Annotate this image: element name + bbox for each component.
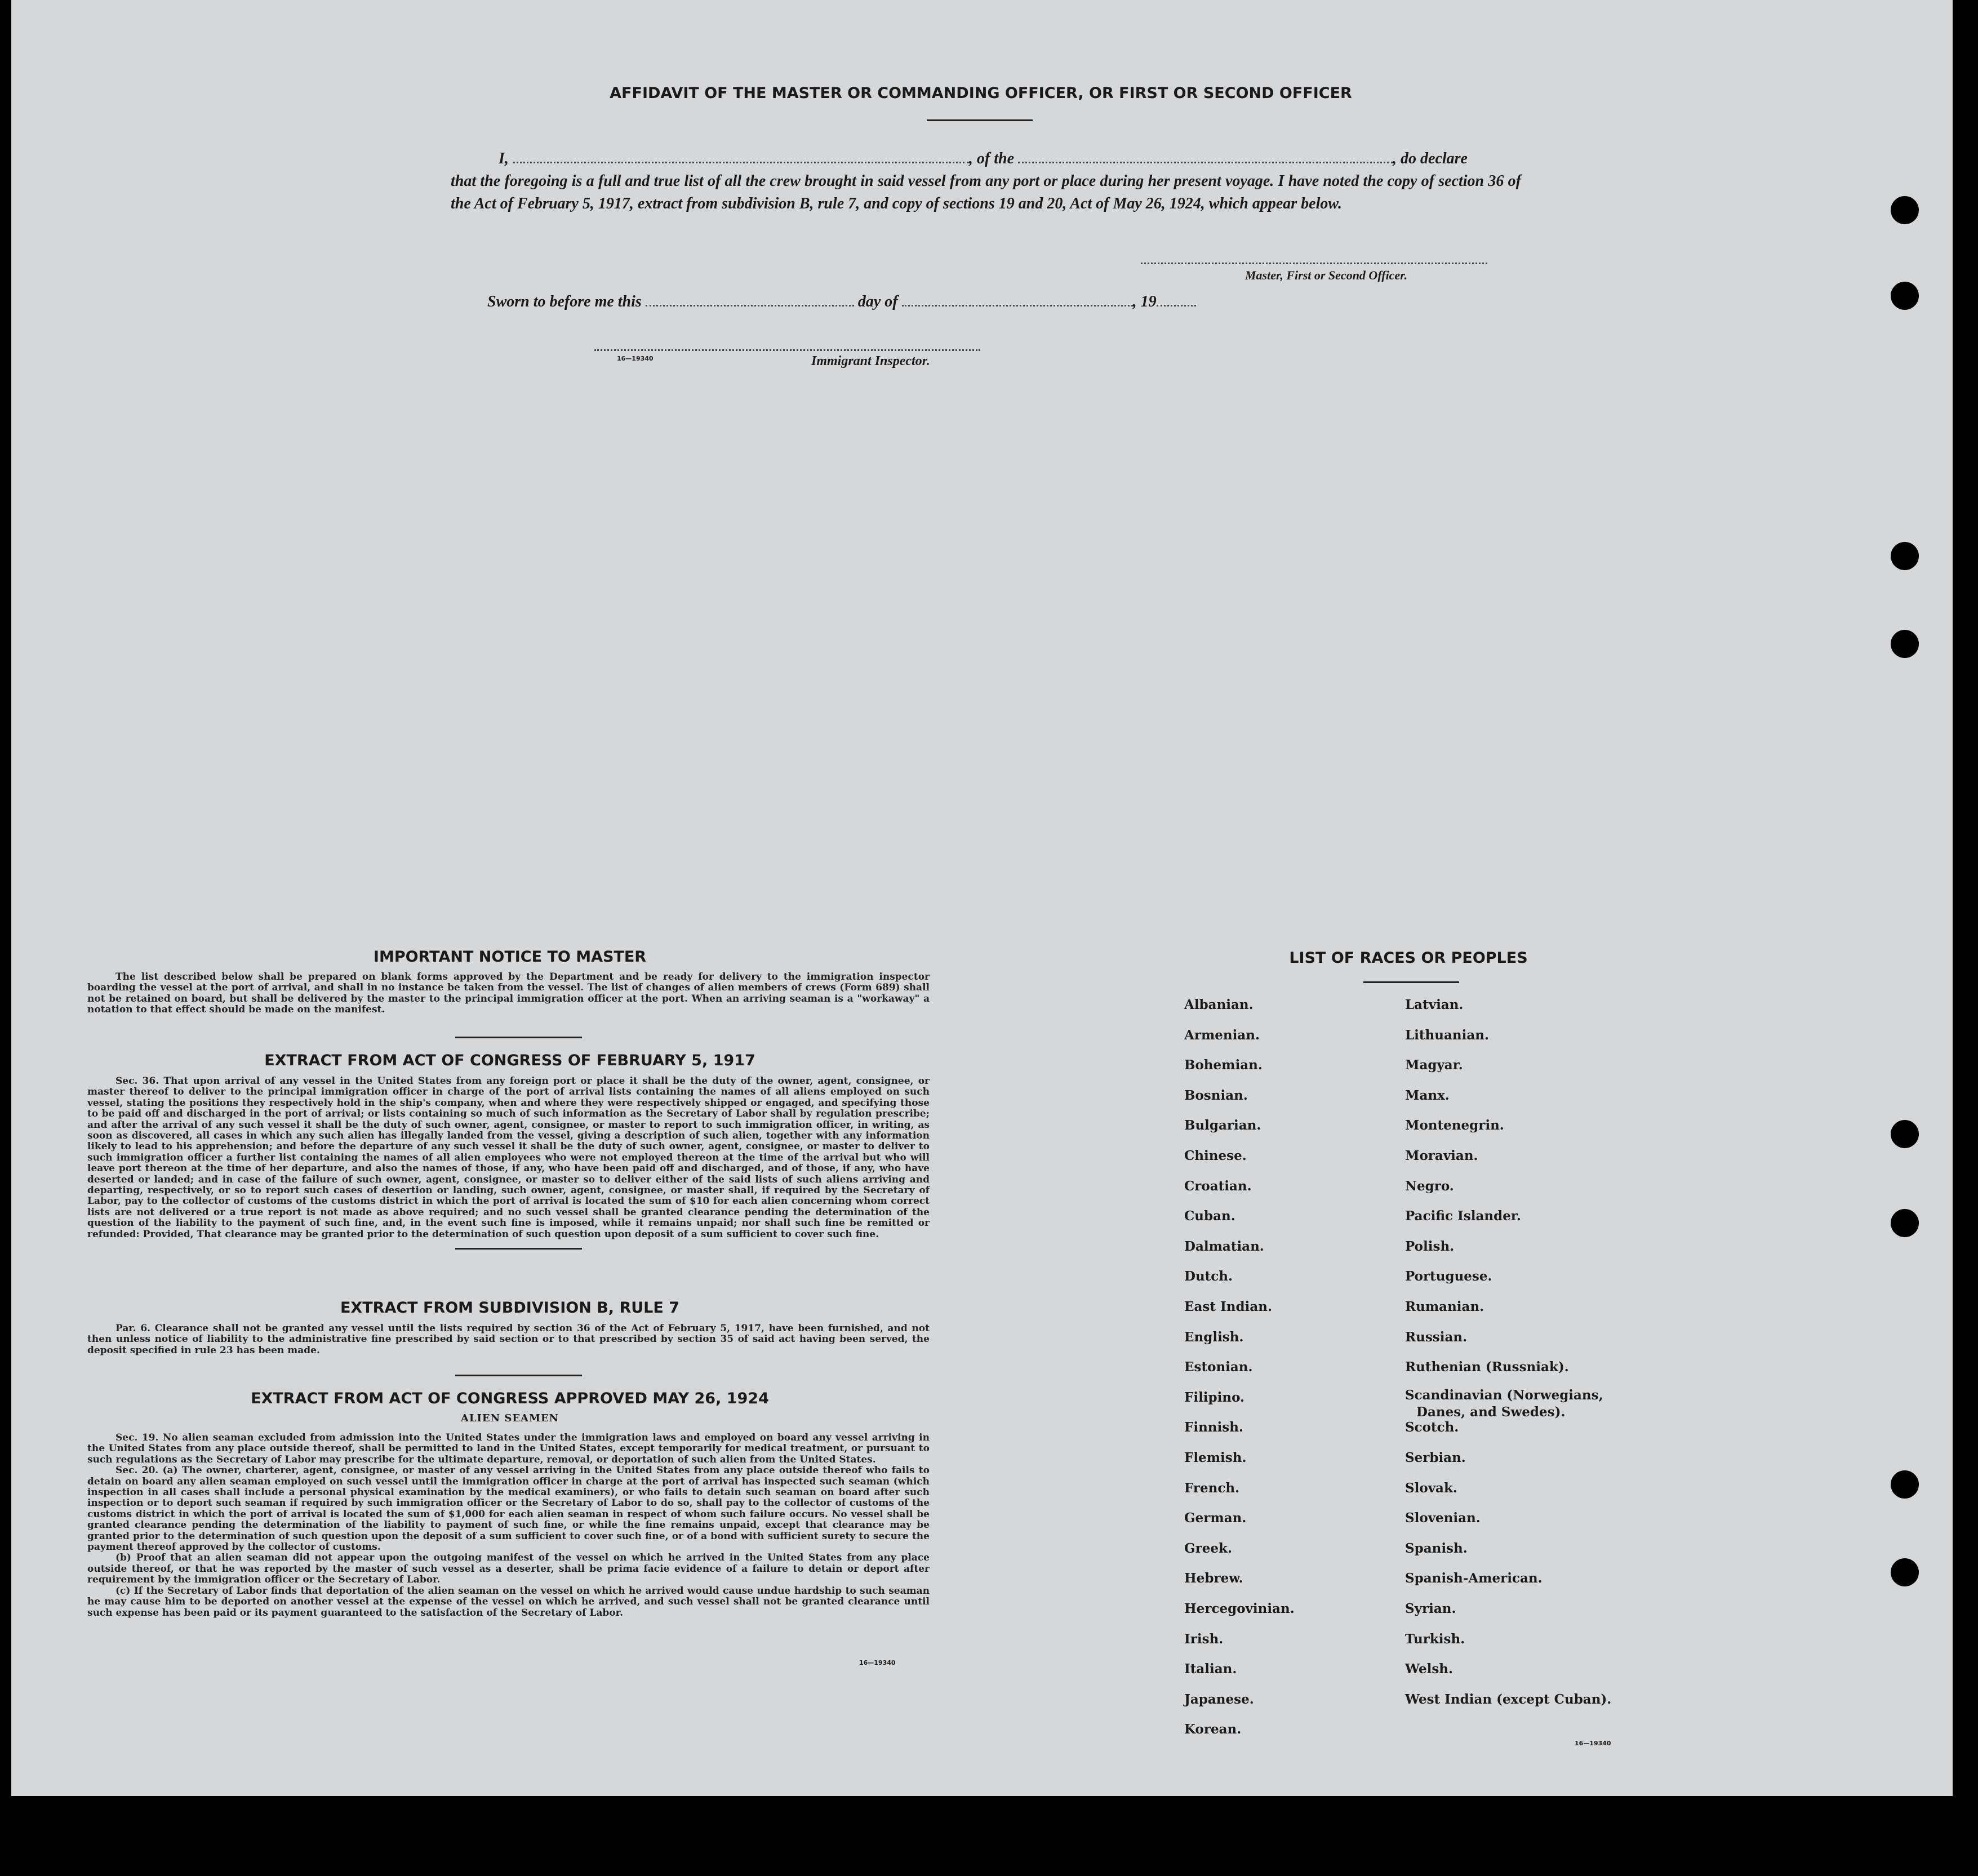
race-list-item: Chinese. — [1184, 1148, 1247, 1163]
race-list-item: Scotch. — [1405, 1420, 1459, 1435]
day-of-label: day of — [857, 293, 898, 310]
race-list-item: Magyar. — [1405, 1057, 1463, 1073]
alien-seamen-subtitle: ALIEN SEAMEN — [460, 1412, 559, 1424]
binder-hole-icon — [1891, 282, 1919, 310]
race-list-item: Armenian. — [1184, 1027, 1260, 1043]
affidavit-of-label: , of the — [968, 150, 1015, 167]
form-number: 16—19340 — [617, 355, 654, 362]
master-signature-line — [1141, 263, 1487, 264]
race-list-item: West Indian (except Cuban). — [1405, 1691, 1612, 1707]
race-list-item: Spanish. — [1405, 1540, 1468, 1556]
binder-hole-icon — [1891, 1120, 1919, 1148]
race-list-item: Cuban. — [1184, 1208, 1235, 1224]
name-blank — [513, 162, 969, 163]
race-list-item: Manx. — [1405, 1087, 1450, 1103]
form-number: 16—19340 — [1575, 1740, 1611, 1747]
binder-hole-icon — [1891, 1470, 1919, 1499]
race-list-item: Lithuanian. — [1405, 1027, 1489, 1043]
race-list-item: Filipino. — [1184, 1389, 1245, 1405]
race-list-item: East Indian. — [1184, 1299, 1272, 1314]
sworn-label: Sworn to before me this — [487, 293, 642, 310]
divider — [1363, 981, 1459, 983]
race-list-item: Hercegovinian. — [1184, 1601, 1295, 1616]
affidavit-title: AFFIDAVIT OF THE MASTER OR COMMANDING OFFICER, OR FIRST OR SECOND OFFICER — [610, 85, 1352, 102]
race-list-item: Ruthenian (Russniak). — [1405, 1359, 1569, 1375]
race-list-item: Slovenian. — [1405, 1510, 1481, 1526]
race-list-item: Montenegrin. — [1405, 1118, 1504, 1133]
divider — [455, 1037, 582, 1038]
race-list-item: Turkish. — [1405, 1631, 1465, 1647]
race-list-item: Pacific Islander. — [1405, 1208, 1521, 1224]
race-list-item: German. — [1184, 1510, 1247, 1526]
race-list-item: Italian. — [1184, 1661, 1237, 1677]
race-list-item: Dutch. — [1184, 1269, 1233, 1284]
race-list-item: Bulgarian. — [1184, 1118, 1261, 1133]
binder-hole-icon — [1891, 630, 1919, 658]
binder-hole-icon — [1891, 1558, 1919, 1586]
race-list-item: French. — [1184, 1480, 1240, 1496]
affidavit-declare-label: , do declare — [1393, 150, 1468, 167]
day-blank — [646, 305, 854, 306]
year-label: , 19 — [1132, 293, 1157, 310]
race-list-item: Scandinavian (Norwegians, — [1405, 1387, 1603, 1403]
race-list-item: Hebrew. — [1184, 1571, 1243, 1586]
extract-1924-title: EXTRACT FROM ACT OF CONGRESS APPROVED MAY 26, 1924 — [251, 1390, 769, 1407]
race-list-item: Flemish. — [1184, 1450, 1247, 1465]
race-list-item: Welsh. — [1405, 1661, 1454, 1677]
race-list-item: Rumanian. — [1405, 1299, 1484, 1314]
master-signature-label: Master, First or Second Officer. — [1245, 268, 1408, 282]
extract-rule7-body: Par. 6. Clearance shall not be granted any vessel until the lists required by section 36 of the Act of February 5, 1917, have been furnished, and not then unless notice of liability to the administrative fine prescribed by said section or to that prescribed by section 35 of said act having been served, the deposit specified in rule 23 has been made. — [87, 1323, 930, 1356]
extract-1917-title: EXTRACT FROM ACT OF CONGRESS OF FEBRUARY 5, 1917 — [264, 1052, 755, 1069]
race-list-item: Albanian. — [1184, 997, 1254, 1012]
race-list-item: Dalmatian. — [1184, 1238, 1264, 1254]
affidavit-body: that the foregoing is a full and true list of all the crew brought in said vessel from any port or place during her present voyage. I have noted the copy of section 36 of the Act of February 5, 1917, extract from subdivision B, rule 7, and copy of sections 19 and 20, Act of May 26, 1924, which appear below. — [451, 172, 1521, 212]
race-list-item: Serbian. — [1405, 1450, 1466, 1465]
race-list-item: Slovak. — [1405, 1480, 1457, 1496]
affidavit-i-label: I, — [499, 150, 509, 167]
races-title: LIST OF RACES OR PEOPLES — [1289, 949, 1528, 967]
year-blank — [1157, 305, 1196, 306]
sec20b-text: (b) Proof that an alien seaman did not appear upon the outgoing manifest of the vessel on which he arrived in the United States from any place outside thereof, or that he was reported by the master of such vessel as a deserter, shall be prima facie evidence of a failure to detain or deport after requirement by the immigration officer or the Secretary of Labor. — [87, 1552, 930, 1586]
binder-hole-icon — [1891, 196, 1919, 224]
race-list-item: Bohemian. — [1184, 1057, 1263, 1073]
extract-1917-body: Sec. 36. That upon arrival of any vessel in the United States from any foreign port or place it shall be the duty of the owner, agent, consignee, or master thereof to deliver to the principal immigration officer in charge of the port of arrival lists containing the names of all aliens employed on such vessel, stating the positions they respectively hold in the ship's company, when and where they were respectively shipped or engaged, and specifying those to be paid off and discharged in the port of arrival; or lists containing so much of such information as the Secretary of Labor shall by regulation prescribe; and after the arrival of any such vessel it shall be the duty of such owner, agent, consignee, or master to report to such immigration officer, in writing, as soon as discovered, all cases in which any such alien has illegally landed from the vessel, giving a description of such alien, together with any information likely to lead to his apprehension; and before the departure of any such vessel it shall be the duty of such owner, agent, consignee, or master to deliver to such immigration officer a further list containing the names of all alien employees who were not employed thereon at the time of the arrival but who will leave port thereon at the time of her departure, and also the names of those, if any, who have been paid off and discharged, and of those, if any, who have deserted or landed; and in case of the failure of such owner, agent, consignee, or master so to deliver either of the said lists of such aliens arriving and departing, respectively, or so to report such cases of desertion or landing, such owner, agent, consignee, or master shall, if required by the Secretary of Labor, pay to the collector of customs of the customs district in which the port of arrival is located the sum of $10 for each alien concerning whom correct lists are not delivered or a true report is not made as above required; and no such vessel shall be granted clearance pending the determination of the question of the liability to the payment of such fine, and, in the event such fine is imposed, while it remains unpaid; nor shall such fine be remitted or refunded: Provided, That clearance may be granted prior to the determination of such question upon deposit of a sum sufficient to cover such fine. — [87, 1075, 930, 1240]
sec20a-text: Sec. 20. (a) The owner, charterer, agent, consignee, or master of any vessel arriving in the United States from any place outside thereof who fails to detain on board any alien seaman employed on such vessel until the immigration officer in charge at the port of arrival has inspected such seaman (which inspection in all cases shall include a personal physical examination by the medical examiners), or who fails to detain such seaman on board after such inspection or to deport such seaman if required by such immigration officer or the Secretary of Labor to do so, shall pay to the collector of customs of the customs district in which the port of arrival is located the sum of $1,000 for each alien seaman in respect of whom such failure occurs. No vessel shall be granted clearance pending the determination of the liability to payment of such fine, or while the fine remains unpaid, except that clearance may be granted prior to the determination of such question upon the deposit of a sum sufficient to cover such fine, or of a bond with sufficient surety to secure the payment thereof approved by the collector of customs. — [87, 1465, 930, 1553]
inspector-signature-line — [594, 349, 980, 351]
extract-rule7-title: EXTRACT FROM SUBDIVISION B, RULE 7 — [340, 1299, 680, 1317]
race-list-item: Greek. — [1184, 1540, 1232, 1556]
race-list-item: Latvian. — [1405, 997, 1464, 1012]
binder-hole-icon — [1891, 1209, 1919, 1237]
affidavit-declaration — [451, 148, 1521, 215]
vessel-blank — [1018, 162, 1393, 163]
race-list-item: Korean. — [1184, 1722, 1242, 1737]
inspector-label: Immigrant Inspector. — [811, 354, 930, 368]
sec20c-text: (c) If the Secretary of Labor finds that deportation of the alien seaman on the vessel on which he arrived would cause undue hardship to such seaman he may cause him to be deported on another vessel at the expense of the vessel on which he arrived, and such vessel shall not be granted clearance until such expense has been paid or its payment guaranteed to the satisfaction of the Secretary of Labor. — [87, 1585, 930, 1619]
race-list-item: Syrian. — [1405, 1601, 1456, 1616]
race-list-item: Croatian. — [1184, 1178, 1252, 1194]
race-list-item: Spanish-American. — [1405, 1571, 1543, 1586]
race-list-item: Russian. — [1405, 1329, 1468, 1345]
race-list-item: Danes, and Swedes). — [1416, 1404, 1566, 1420]
divider — [455, 1375, 582, 1376]
document-page — [11, 0, 1953, 1796]
month-blank — [902, 305, 1133, 306]
race-list-item: Irish. — [1184, 1631, 1224, 1647]
sworn-line — [487, 293, 1196, 311]
race-list-item: Estonian. — [1184, 1359, 1253, 1375]
divider — [455, 1248, 582, 1250]
race-list-item: Japanese. — [1184, 1691, 1254, 1707]
race-list-item: Polish. — [1405, 1238, 1455, 1254]
binder-hole-icon — [1891, 542, 1919, 570]
race-list-item: Finnish. — [1184, 1420, 1243, 1435]
sec19-text: Sec. 19. No alien seaman excluded from admission into the United States under the immigration laws and employed on board any vessel arriving in the United States from any place outside thereof, shall be permitted to land in the United States, except temporarily for medical treatment, or pursuant to such regulations as the Secretary of Labor may prescribe for the ultimate departure, removal, or deportation of such alien from the United States. — [87, 1432, 930, 1465]
race-list-item: Negro. — [1405, 1178, 1454, 1194]
notice-title: IMPORTANT NOTICE TO MASTER — [373, 948, 647, 966]
race-list-item: Portuguese. — [1405, 1269, 1492, 1284]
extract-1924-body — [87, 1433, 930, 1619]
form-number: 16—19340 — [859, 1659, 896, 1666]
race-list-item: Moravian. — [1405, 1148, 1478, 1163]
divider — [927, 119, 1033, 121]
race-list-item: Bosnian. — [1184, 1087, 1248, 1103]
notice-body: The list described below shall be prepared on blank forms approved by the Department and be ready for delivery to the immigration inspector boarding the vessel at the port of arrival, and shall in no instance be taken from the vessel. The list of changes of alien members of crews (Form 689) shall not be retained on board, but shall be delivered by the master to the principal immigration officer at the port. When an arriving seaman is a "workaway" a notation to that effect should be made on the manifest. — [87, 971, 930, 1016]
race-list-item: English. — [1184, 1329, 1244, 1345]
